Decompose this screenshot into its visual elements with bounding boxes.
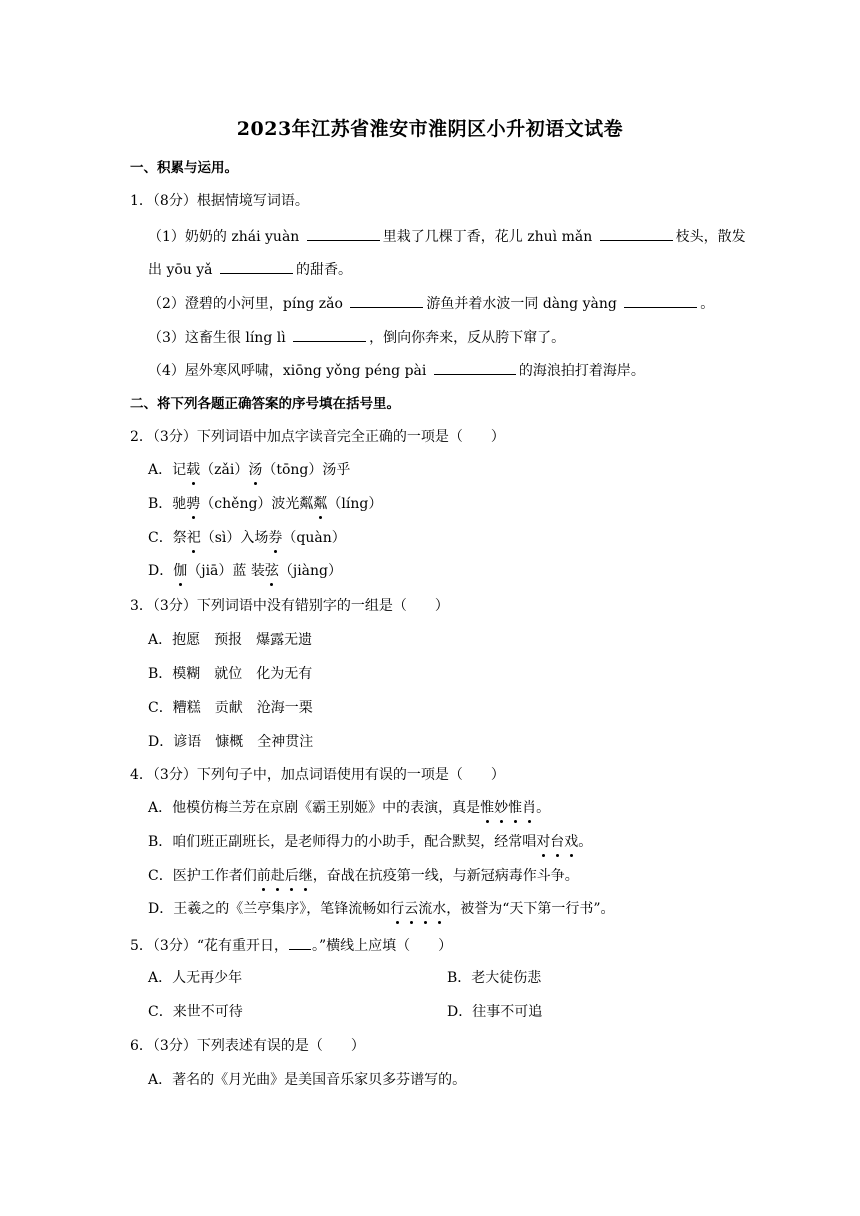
dotted-char: 妙 <box>494 800 509 816</box>
q4-option-c[interactable] <box>148 866 579 886</box>
option-text: 。 <box>536 800 551 816</box>
dotted-char: 惟 <box>480 800 495 816</box>
dotted-char: 弦 <box>264 563 279 579</box>
dotted-char: 肖 <box>522 800 537 816</box>
q1-s3-text-a: （3）这畜生很 líng lì <box>148 330 286 346</box>
dotted-char: 行 <box>390 901 405 917</box>
dotted-char: 云 <box>404 901 419 917</box>
q2-option-a[interactable] <box>148 460 350 480</box>
section-1-heading: 一、积累与运用。 <box>130 160 238 176</box>
option-text: B．咱们班正副班长，是老师得力的小助手，配合默契，经常唱 <box>148 834 537 850</box>
option-text: （chěng）波光粼 <box>200 496 314 512</box>
option-text: （sì）入场 <box>200 530 269 546</box>
dotted-char: 继 <box>298 868 313 884</box>
option-text: B．驰 <box>148 496 187 512</box>
dotted-char: 祀 <box>186 530 201 546</box>
option-text: D． <box>148 563 174 579</box>
dotted-char: 汤 <box>248 462 263 478</box>
q6-stem: 6．（3分）下列表述有误的是（ ） <box>130 1038 365 1054</box>
dotted-char: 戏 <box>564 834 579 850</box>
q5-option-b[interactable]: B．老大徒伤悲 <box>447 970 542 986</box>
q5-stem-text-a: 5．（3分）“花有重开日， <box>130 938 288 954</box>
q5-option-d[interactable]: D．往事不可追 <box>447 1004 543 1020</box>
dotted-char: 骋 <box>186 496 201 512</box>
option-text: （jiàng） <box>278 563 343 579</box>
q2-option-d[interactable] <box>148 561 342 581</box>
q2-option-b[interactable] <box>148 494 382 514</box>
q1-sentence-1 <box>148 225 746 247</box>
option-text: （quàn） <box>282 530 346 546</box>
dotted-char: 伽 <box>173 563 188 579</box>
q5-option-c[interactable]: C．来世不可待 <box>148 1004 243 1020</box>
option-text: A．记 <box>148 462 187 478</box>
q3-option-d[interactable]: D．谚语 慷概 全神贯注 <box>148 734 314 750</box>
dotted-char: 粼 <box>313 496 328 512</box>
option-text: 。 <box>578 834 593 850</box>
q3-option-a[interactable]: A．抱愿 预报 爆露无遗 <box>148 632 313 648</box>
dotted-phrase <box>536 834 578 850</box>
option-text: D．王羲之的《兰亭集序》，笔锋流畅如 <box>148 901 391 917</box>
q4-option-b[interactable] <box>148 832 592 852</box>
q3-stem: 3．（3分）下列词语中没有错别字的一组是（ ） <box>130 598 449 614</box>
q1-s1-text-e: 的甜香。 <box>295 262 352 278</box>
q1-s4-text-a: （4）屋外寒风呼啸，xiōng yǒng péng pài <box>148 363 427 379</box>
answer-blank[interactable] <box>434 359 516 375</box>
dotted-char: 对 <box>536 834 551 850</box>
answer-blank[interactable] <box>293 326 366 342</box>
dotted-char: 台 <box>550 834 565 850</box>
dotted-char: 惟 <box>508 800 523 816</box>
q6-option-a[interactable]: A．著名的《月光曲》是美国音乐家贝多芬谱写的。 <box>148 1072 467 1088</box>
answer-blank[interactable] <box>600 225 673 241</box>
q3-option-b[interactable]: B．模糊 就位 化为无有 <box>148 666 313 682</box>
option-text: A．他模仿梅兰芳在京剧《霸王别姬》中的表演，真是 <box>148 800 481 816</box>
q1-s1-text-d: 出 yōu yǎ <box>148 262 213 278</box>
q1-s2-text-b: 游鱼并着水波一同 dàng yàng <box>426 296 617 312</box>
q1-sentence-3 <box>148 326 565 348</box>
dotted-char: 流 <box>418 901 433 917</box>
q1-s4-text-b: 的海浪拍打着海岸。 <box>518 363 645 379</box>
q4-option-d[interactable] <box>148 899 615 919</box>
answer-blank[interactable] <box>307 225 380 241</box>
dotted-char: 后 <box>284 868 299 884</box>
q5-option-a[interactable]: A．人无再少年 <box>148 970 243 986</box>
q1-sentence-4 <box>148 359 645 381</box>
q2-option-c[interactable] <box>148 528 346 548</box>
answer-blank[interactable] <box>220 258 293 274</box>
option-text: （jiā）蓝 装 <box>187 563 265 579</box>
q1-stem: 1．（8分）根据情境写词语。 <box>130 193 309 209</box>
q4-option-a[interactable] <box>148 798 550 818</box>
option-text: （zǎi） <box>200 462 249 478</box>
dotted-char: 水 <box>432 901 447 917</box>
dotted-phrase <box>480 800 536 816</box>
q1-sentence-2 <box>148 292 714 314</box>
q1-sentence-1-cont <box>148 258 352 280</box>
q5-stem <box>130 934 452 956</box>
option-text: ，奋战在抗疫第一线，与新冠病毒作斗争。 <box>312 868 579 884</box>
dotted-char: 载 <box>186 462 201 478</box>
section-2-heading: 二、将下列各题正确答案的序号填在括号里。 <box>130 396 400 412</box>
q1-s1-text-c: 枝头，散发 <box>675 229 746 245</box>
dotted-char: 券 <box>268 530 283 546</box>
q1-s2-text-a: （2）澄碧的小河里，píng zǎo <box>148 296 343 312</box>
option-text: （líng） <box>327 496 383 512</box>
dotted-phrase <box>257 868 313 884</box>
dotted-char: 前 <box>256 868 271 884</box>
option-text: C．祭 <box>148 530 187 546</box>
answer-blank[interactable] <box>350 292 423 308</box>
exam-title: 2023年江苏省淮安市淮阴区小升初语文试卷 <box>236 118 624 140</box>
q1-s2-text-c: 。 <box>700 296 715 312</box>
q3-option-c[interactable]: C．糟糕 贡献 沧海一栗 <box>148 700 313 716</box>
q4-stem: 4．（3分）下列句子中，加点词语使用有误的一项是（ ） <box>130 767 505 783</box>
q1-s1-text-b: 里栽了几棵丁香，花儿 zhuì mǎn <box>382 229 593 245</box>
option-text: （tōng）汤乎 <box>262 462 351 478</box>
q5-stem-text-b: 。”横线上应填（ ） <box>311 938 453 954</box>
dotted-char: 赴 <box>270 868 285 884</box>
answer-blank[interactable] <box>624 292 697 308</box>
q1-s3-text-b: ，倒向你奔来，反从胯下窜了。 <box>369 330 566 346</box>
option-text: C．医护工作者们 <box>148 868 257 884</box>
q2-stem: 2．（3分）下列词语中加点字读音完全正确的一项是（ ） <box>130 429 505 445</box>
dotted-phrase <box>390 901 446 917</box>
option-text: ，被誉为“天下第一行书”。 <box>446 901 615 917</box>
answer-blank[interactable] <box>289 934 311 950</box>
q1-s1-text-a: （1）奶奶的 zhái yuàn <box>148 229 300 245</box>
